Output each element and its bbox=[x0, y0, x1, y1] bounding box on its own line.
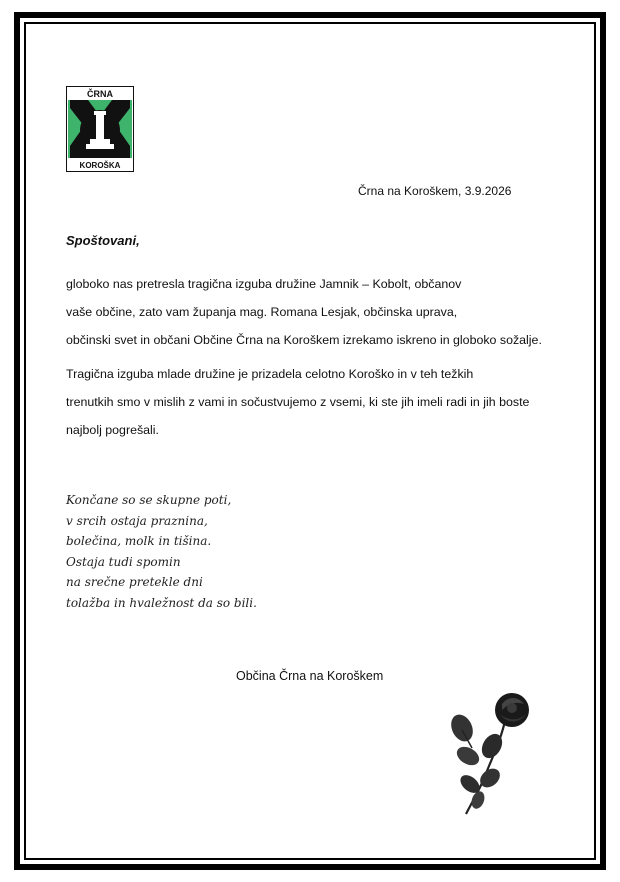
poem-line: Končane so se skupne poti, bbox=[66, 493, 232, 507]
poem-line: bolečina, molk in tišina. bbox=[66, 534, 212, 548]
poem-line: Ostaja tudi spomin bbox=[66, 554, 181, 569]
rose-icon bbox=[444, 688, 544, 818]
coat-of-arms-logo bbox=[66, 86, 134, 172]
poem-line: v srcih ostaja praznina, bbox=[66, 513, 208, 528]
salutation: Spoštovani, bbox=[66, 233, 140, 248]
memorial-poem bbox=[66, 490, 257, 613]
paragraph-line: občinski svet in občani Občine Črna na Koroškem izrekamo iskreno in globoko sožalje. bbox=[66, 333, 542, 347]
logo-bottom-text: KOROŠKA bbox=[79, 161, 121, 170]
paragraph-line: Tragična izguba mlade družine je prizadela celotno Koroško in v teh težkih bbox=[66, 367, 474, 381]
poem-line: tolažba in hvaležnost da so bili. bbox=[66, 595, 257, 610]
date-line: Črna na Koroškem, 3.9.2026 bbox=[358, 184, 512, 198]
paragraph-line: najbolj pogrešali. bbox=[66, 423, 159, 437]
paragraph-condolence bbox=[66, 270, 566, 354]
paragraph-sympathy bbox=[66, 360, 566, 444]
paragraph-line: vaše občine, zato vam županja mag. Romana Lesjak, občinska uprava, bbox=[66, 305, 458, 319]
paragraph-line: trenutkih smo v mislih z vami in sočustvujemo z vsemi, ki ste jih imeli radi in jih boste bbox=[66, 395, 530, 409]
logo-top-text: ČRNA bbox=[87, 89, 113, 99]
signature: Občina Črna na Koroškem bbox=[236, 669, 384, 683]
poem-line: na srečne pretekle dni bbox=[66, 575, 203, 589]
paragraph-line: globoko nas pretresla tragična izguba družine Jamnik – Kobolt, občanov bbox=[66, 277, 462, 291]
